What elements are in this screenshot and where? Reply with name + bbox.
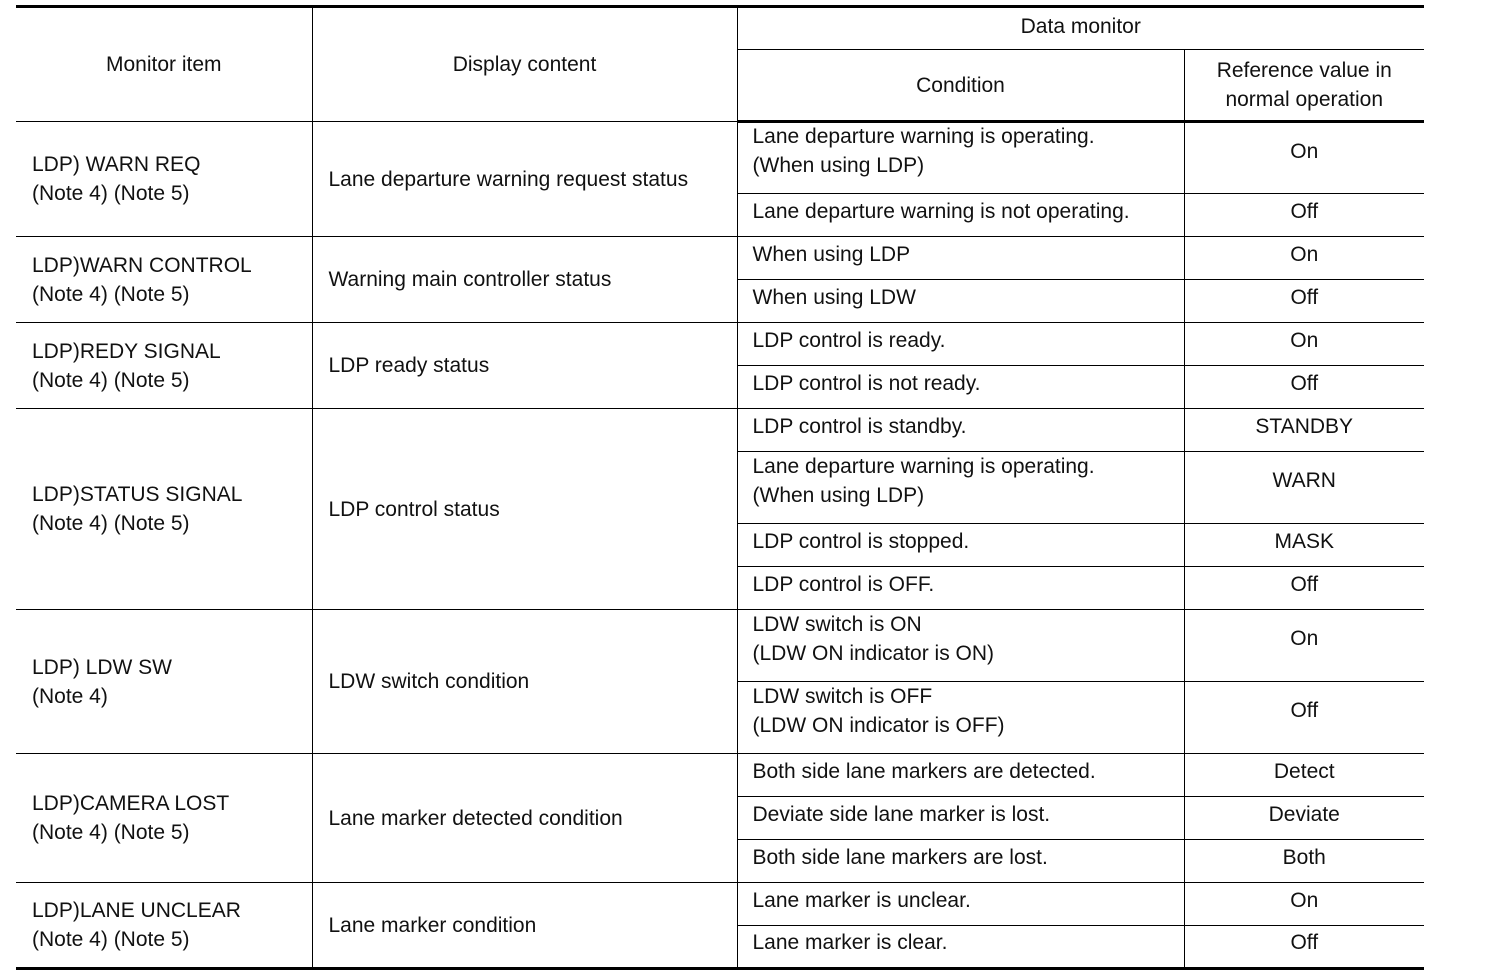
reference-value-cell [1184, 883, 1424, 926]
reference-value-cell [1184, 452, 1424, 524]
condition-cell [737, 280, 1184, 323]
condition-text: Lane departure warning is operating. (When using LDP) [752, 454, 1095, 507]
reference-value-cell [1184, 797, 1424, 840]
condition-cell [737, 610, 1184, 682]
display-content-cell [312, 883, 737, 969]
reference-value-text: STANDBY [1255, 414, 1354, 438]
display-content-cell [312, 409, 737, 610]
monitor-item-cell [16, 323, 312, 409]
table-row [16, 610, 1424, 682]
reference-value-cell [1184, 366, 1424, 409]
monitor-item-text: LDP)WARN CONTROL (Note 4) (Note 5) [32, 253, 252, 306]
condition-cell [737, 926, 1184, 969]
reference-value-text: MASK [1274, 529, 1334, 553]
display-content-cell [312, 754, 737, 883]
condition-text: Lane departure warning is operating. (When using LDP) [752, 125, 1095, 177]
monitor-item-cell [16, 883, 312, 969]
reference-value-text: Detect [1273, 759, 1335, 783]
table-row [16, 754, 1424, 797]
monitor-item-cell [16, 237, 312, 323]
reference-value-text: Both [1282, 845, 1326, 869]
reference-value-text: Off [1290, 931, 1319, 954]
header-condition: Condition [737, 50, 1184, 122]
display-content-text: Lane departure warning request status [328, 167, 689, 191]
condition-text: Lane departure warning is not operating. [752, 199, 1130, 223]
table-row [16, 323, 1424, 366]
display-content-text: LDP control status [328, 497, 500, 521]
condition-cell [737, 682, 1184, 754]
condition-text: Both side lane markers are detected. [752, 759, 1096, 783]
display-content-text: Lane marker condition [328, 913, 537, 937]
reference-value-cell [1184, 237, 1424, 280]
condition-cell [737, 524, 1184, 567]
reference-value-text: On [1290, 627, 1319, 650]
condition-cell [737, 323, 1184, 366]
table-row [16, 237, 1424, 280]
display-content-text: Warning main controller status [328, 268, 612, 291]
reference-value-text: Off [1290, 285, 1319, 309]
reference-value-cell [1184, 754, 1424, 797]
monitor-item-cell [16, 610, 312, 754]
reference-value-cell [1184, 280, 1424, 323]
monitor-item-text: LDP) LDW SW (Note 4) [32, 655, 173, 708]
display-content-cell [312, 610, 737, 754]
reference-value-text: Off [1290, 371, 1319, 395]
reference-value-text: On [1290, 328, 1319, 352]
condition-text: When using LDW [752, 285, 916, 309]
condition-text: Deviate side lane marker is lost. [752, 802, 1051, 826]
condition-cell [737, 366, 1184, 409]
condition-cell [737, 754, 1184, 797]
condition-cell [737, 452, 1184, 524]
condition-text: LDW switch is OFF (LDW ON indicator is OFF) [752, 684, 1005, 737]
reference-value-text: Off [1290, 572, 1319, 596]
condition-text: LDP control is OFF. [752, 572, 935, 596]
condition-cell [737, 840, 1184, 883]
monitor-item-text: LDP) WARN REQ (Note 4) (Note 5) [32, 153, 201, 205]
reference-value-text: Deviate [1268, 802, 1340, 826]
condition-text: LDW switch is ON (LDW ON indicator is ON) [752, 612, 995, 665]
display-content-cell [312, 323, 737, 409]
reference-value-text: Off [1290, 699, 1319, 722]
condition-text: LDP control is standby. [752, 414, 967, 438]
condition-text: Lane marker is unclear. [752, 888, 971, 912]
condition-text: LDP control is not ready. [752, 371, 981, 395]
reference-value-cell [1184, 610, 1424, 682]
condition-text: Both side lane markers are lost. [752, 845, 1048, 869]
condition-text: LDP control is stopped. [752, 529, 970, 553]
reference-value-text: On [1290, 888, 1319, 912]
reference-value-text: On [1290, 139, 1319, 163]
reference-value-cell [1184, 194, 1424, 237]
reference-value-cell [1184, 122, 1424, 194]
monitor-item-cell [16, 122, 312, 237]
display-content-cell [312, 237, 737, 323]
reference-value-cell [1184, 409, 1424, 452]
reference-value-cell [1184, 926, 1424, 969]
display-content-cell [312, 122, 737, 237]
table-row [16, 883, 1424, 926]
reference-value-cell [1184, 524, 1424, 567]
reference-value-cell [1184, 840, 1424, 883]
condition-cell [737, 122, 1184, 194]
table-row [16, 409, 1424, 452]
header-data-monitor: Data monitor [737, 7, 1424, 50]
reference-value-cell [1184, 567, 1424, 610]
reference-value-cell [1184, 682, 1424, 754]
data-monitor-table [16, 5, 1424, 970]
reference-value-text: WARN [1272, 469, 1336, 492]
condition-cell [737, 194, 1184, 237]
monitor-item-cell [16, 409, 312, 610]
header-display-content: Display content [312, 7, 737, 122]
monitor-item-text: LDP)LANE UNCLEAR (Note 4) (Note 5) [32, 899, 241, 951]
monitor-item-text: LDP)STATUS SIGNAL (Note 4) (Note 5) [32, 483, 243, 535]
monitor-item-cell [16, 754, 312, 883]
header-monitor-item: Monitor item [16, 7, 312, 122]
monitor-item-text: LDP)REDY SIGNAL (Note 4) (Note 5) [32, 339, 221, 392]
condition-text: When using LDP [752, 242, 911, 266]
table-row [16, 122, 1424, 194]
display-content-text: Lane marker detected condition [328, 806, 623, 830]
condition-cell [737, 797, 1184, 840]
reference-value-text: On [1290, 242, 1319, 266]
condition-text: LDP control is ready. [752, 328, 946, 352]
condition-cell [737, 567, 1184, 610]
display-content-text: LDP ready status [328, 354, 490, 377]
monitor-item-text: LDP)CAMERA LOST (Note 4) (Note 5) [32, 792, 230, 844]
header-reference-value: Reference value in normal operation [1184, 50, 1424, 122]
condition-text: Lane marker is clear. [752, 931, 948, 954]
condition-cell [737, 409, 1184, 452]
condition-cell [737, 883, 1184, 926]
reference-value-text: Off [1290, 199, 1319, 223]
condition-cell [737, 237, 1184, 280]
reference-value-cell [1184, 323, 1424, 366]
display-content-text: LDW switch condition [328, 670, 530, 693]
